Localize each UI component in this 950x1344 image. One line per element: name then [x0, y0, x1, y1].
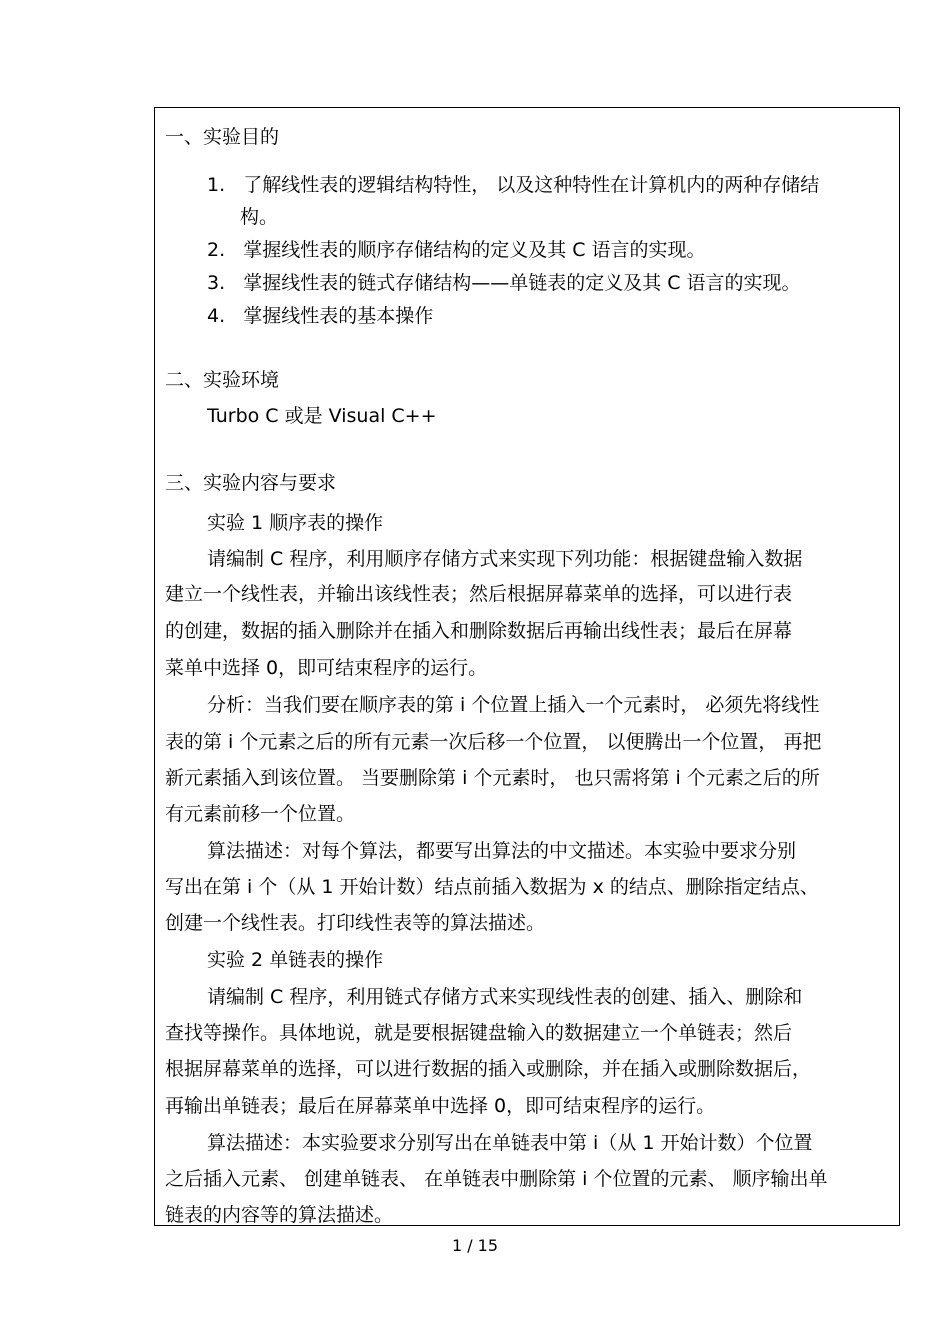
exp1-paragraph-line: 菜单中选择 0，即可结束程序的运行。	[165, 657, 488, 679]
item-number: 3.	[207, 272, 226, 294]
exp1-paragraph-line: 建立一个线性表，并输出该线性表；然后根据屏幕菜单的选择，可以进行表	[165, 583, 793, 605]
exp2-paragraph-line: 请编制 C 程序，利用链式存储方式来实现线性表的创建、插入、删除和	[207, 986, 803, 1008]
section-heading-objectives: 一、实验目的	[165, 126, 280, 148]
exp2-algorithm-line: 链表的内容等的算法描述。	[165, 1204, 394, 1226]
item-text: 了解线性表的逻辑结构特性， 以及这种特性在计算机内的两种存储结	[243, 174, 820, 196]
section-heading-environment: 二、实验环境	[165, 369, 280, 391]
item-number: 4.	[207, 305, 226, 327]
experiment-1-title: 实验 1 顺序表的操作	[207, 512, 384, 534]
exp2-paragraph-line: 查找等操作。具体地说，就是要根据键盘输入的数据建立一个单链表；然后	[165, 1022, 793, 1044]
objective-item-4	[207, 304, 433, 328]
exp1-paragraph-line: 请编制 C 程序，利用顺序存储方式来实现下列功能：根据键盘输入数据	[207, 548, 803, 570]
objective-item-1-continued: 构。	[240, 206, 279, 228]
exp2-algorithm-line: 之后插入元素、 创建单链表、 在单链表中删除第 i 个位置的元素、 顺序输出单	[165, 1168, 828, 1190]
section-heading-content: 三、实验内容与要求	[165, 472, 337, 494]
exp1-analysis-line: 分析：当我们要在顺序表的第 i 个位置上插入一个元素时， 必须先将线性	[207, 694, 820, 716]
page-number: 1 / 15	[451, 1236, 499, 1255]
exp1-analysis-line: 有元素前移一个位置。	[165, 803, 356, 825]
objective-item-3	[207, 271, 801, 295]
exp1-algorithm-line: 算法描述：对每个算法，都要写出算法的中文描述。本实验中要求分别	[207, 840, 797, 862]
exp1-paragraph-line: 的创建，数据的插入删除并在插入和删除数据后再输出线性表；最后在屏幕	[165, 620, 793, 642]
exp1-analysis-line: 表的第 i 个元素之后的所有元素一次后移一个位置， 以便腾出一个位置， 再把	[165, 731, 822, 753]
objective-item-2	[207, 238, 706, 262]
item-text: 掌握线性表的顺序存储结构的定义及其 C 语言的实现。	[243, 239, 706, 261]
exp1-analysis-line: 新元素插入到该位置。 当要删除第 i 个元素时， 也只需将第 i 个元素之后的所	[165, 767, 820, 789]
exp1-algorithm-line: 写出在第 i 个（从 1 开始计数）结点前插入数据为 x 的结点、删除指定结点、	[165, 876, 819, 898]
exp1-algorithm-line: 创建一个线性表。打印线性表等的算法描述。	[165, 912, 546, 934]
item-text: 掌握线性表的链式存储结构——单链表的定义及其 C 语言的实现。	[243, 272, 801, 294]
item-text: 掌握线性表的基本操作	[243, 305, 434, 327]
exp2-algorithm-line: 算法描述：本实验要求分别写出在单链表中第 i（从 1 开始计数）个位置	[207, 1132, 813, 1154]
exp2-paragraph-line: 再输出单链表；最后在屏幕菜单中选择 0，即可结束程序的运行。	[165, 1095, 716, 1117]
exp2-paragraph-line: 根据屏幕菜单的选择，可以进行数据的插入或删除，并在插入或删除数据后，	[165, 1058, 812, 1080]
experiment-2-title: 实验 2 单链表的操作	[207, 949, 384, 971]
objective-item-1	[207, 173, 819, 197]
item-number: 1.	[207, 174, 226, 196]
environment-text: Turbo C 或是 Visual C++	[207, 405, 437, 427]
item-number: 2.	[207, 239, 226, 261]
